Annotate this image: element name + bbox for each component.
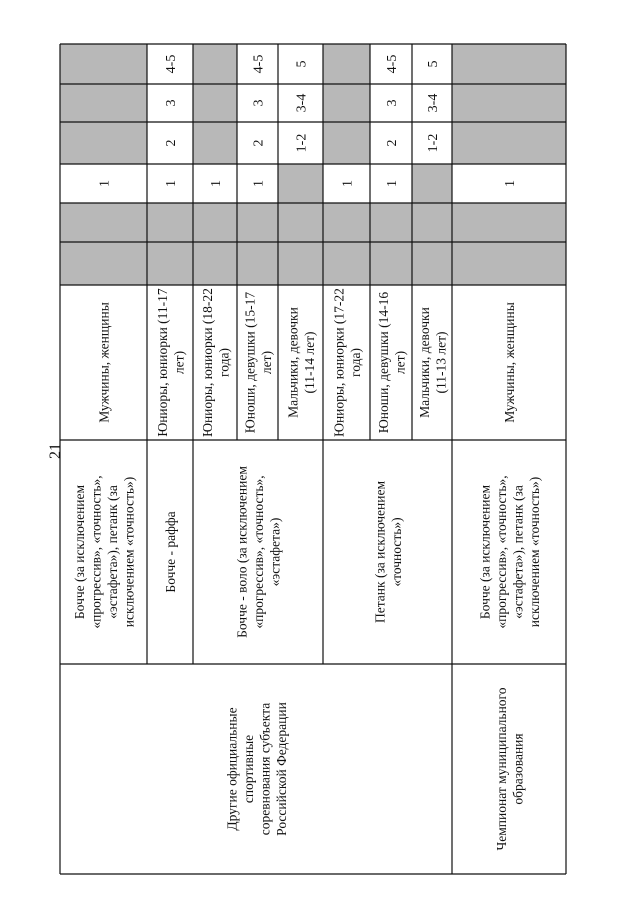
age-group-label xyxy=(155,288,187,437)
svg-text:Бочче - воло (за исключением«п: Бочче - воло (за исключением «прогрессив», «точность», «эстафета») xyxy=(234,466,283,638)
competition-label xyxy=(494,687,526,850)
svg-text:Другие официальныеспортивныесо: Другие официальные спортивные соревнования субъекта Российской Федерации xyxy=(224,702,289,836)
age-group-label xyxy=(376,292,408,434)
svg-text:Чемпионат муниципальногообразо: Чемпионат муниципального образования xyxy=(493,687,526,851)
place-value xyxy=(295,134,310,153)
age-group-label xyxy=(242,292,274,434)
shaded-cell xyxy=(193,84,237,122)
shaded-cell xyxy=(278,164,323,203)
svg-text:4-5: 4-5 xyxy=(251,54,267,74)
svg-text:Бочче (за исключением«прогресс: Бочче (за исключением «прогрессив», «точность», «эстафета»), петанк (за исключением «точность») xyxy=(71,475,137,629)
shaded-cell xyxy=(323,44,370,84)
place-value xyxy=(252,100,267,107)
place-value xyxy=(385,100,400,107)
age-group-label xyxy=(200,288,232,437)
svg-text:Юниоры, юниорки (17-22года): Юниоры, юниорки (17-22 года) xyxy=(331,288,363,437)
place-value xyxy=(164,55,179,74)
svg-text:Петанк (за исключением«точност: Петанк (за исключением «точность») xyxy=(372,480,404,624)
place-value xyxy=(503,180,518,187)
svg-text:3: 3 xyxy=(251,99,267,107)
place-value xyxy=(209,180,224,187)
svg-text:Мужчины, женщины: Мужчины, женщины xyxy=(502,302,517,423)
age-group-label xyxy=(285,307,317,418)
svg-text:1-2: 1-2 xyxy=(294,133,310,153)
discipline-label xyxy=(372,481,404,623)
svg-text:4-5: 4-5 xyxy=(385,54,400,74)
age-group-label xyxy=(417,307,449,418)
place-value xyxy=(164,180,179,187)
age-group-label xyxy=(331,288,363,437)
svg-text:Мальчики, девочки(11-14 лет): Мальчики, девочки (11-14 лет) xyxy=(285,307,317,418)
place-value xyxy=(252,55,267,74)
place-value xyxy=(426,134,441,153)
place-value xyxy=(98,180,113,187)
svg-text:Юниоры, юниорки (11-17лет): Юниоры, юниорки (11-17 лет) xyxy=(154,288,187,437)
shaded-cell xyxy=(323,122,370,164)
shaded-cell xyxy=(193,44,237,84)
svg-text:1: 1 xyxy=(503,180,518,187)
svg-text:1-2: 1-2 xyxy=(426,133,441,153)
svg-text:Мужчины, женщины: Мужчины, женщины xyxy=(96,302,112,423)
svg-text:Бочче - раффа: Бочче - раффа xyxy=(163,511,178,593)
svg-text:5: 5 xyxy=(294,60,310,68)
svg-text:2: 2 xyxy=(251,139,267,147)
svg-text:1: 1 xyxy=(209,180,224,187)
svg-text:Бочче (за исключением«прогресс: Бочче (за исключением «прогрессив», «точность», «эстафета»), петанк (за исключением «точность») xyxy=(477,475,542,629)
place-value xyxy=(164,100,179,107)
discipline-label xyxy=(163,511,178,592)
competition-label xyxy=(224,702,289,836)
place-value xyxy=(252,140,267,147)
svg-text:3-4: 3-4 xyxy=(426,93,441,113)
svg-text:Юноши, девушки (14-16лет): Юноши, девушки (14-16 лет) xyxy=(375,291,408,434)
svg-text:1: 1 xyxy=(340,180,356,187)
place-value xyxy=(426,94,441,113)
shaded-cell xyxy=(452,84,566,122)
shaded-cell xyxy=(193,122,237,164)
age-group-label xyxy=(502,302,517,423)
age-group-label xyxy=(97,302,112,423)
place-value xyxy=(164,140,179,147)
svg-text:1: 1 xyxy=(385,180,400,187)
svg-text:Мальчики, девочки(11-13 лет): Мальчики, девочки (11-13 лет) xyxy=(416,307,449,418)
shaded-cell xyxy=(323,84,370,122)
place-value xyxy=(295,94,310,113)
page-number: 21 xyxy=(47,443,64,459)
place-value xyxy=(426,61,441,68)
svg-text:3-4: 3-4 xyxy=(294,93,310,113)
svg-text:3: 3 xyxy=(385,99,400,107)
svg-text:3: 3 xyxy=(164,99,179,107)
shaded-cell xyxy=(60,122,147,164)
shaded-cell xyxy=(452,122,566,164)
shaded-cell xyxy=(412,164,452,203)
place-value xyxy=(252,180,267,187)
shaded-cell xyxy=(452,44,566,84)
discipline-label xyxy=(235,466,283,638)
shaded-cell xyxy=(60,44,147,84)
shaded-column-a xyxy=(60,242,566,285)
place-value xyxy=(295,61,310,68)
place-value xyxy=(385,55,400,74)
svg-text:Юноши, девушки (15-17лет): Юноши, девушки (15-17 лет) xyxy=(242,291,274,434)
place-value xyxy=(385,140,400,147)
svg-text:5: 5 xyxy=(426,60,441,68)
svg-text:1: 1 xyxy=(251,180,267,187)
svg-text:1: 1 xyxy=(97,180,113,187)
discipline-label xyxy=(72,475,137,628)
place-value xyxy=(385,180,400,187)
svg-text:1: 1 xyxy=(164,180,179,187)
svg-text:2: 2 xyxy=(385,139,400,147)
svg-text:Юниоры, юниорки (18-22года): Юниоры, юниорки (18-22 года) xyxy=(199,288,232,437)
svg-text:4-5: 4-5 xyxy=(164,54,179,74)
shaded-column-b xyxy=(60,203,566,242)
svg-text:2: 2 xyxy=(164,139,179,147)
place-value xyxy=(341,180,356,187)
shaded-cell xyxy=(60,84,147,122)
discipline-label xyxy=(477,475,542,628)
